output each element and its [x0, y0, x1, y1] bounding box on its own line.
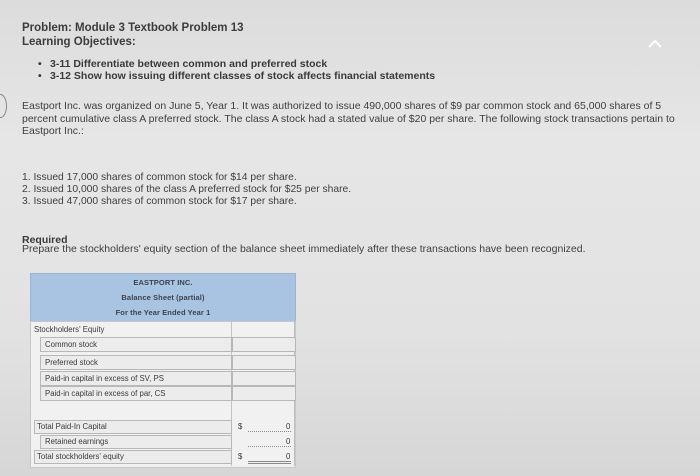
row-label-pic-sv-ps: Paid-in capital in excess of SV, PS	[45, 374, 164, 383]
balance-sheet-header	[30, 273, 296, 322]
objective-text: 3-12 Show how issuing different classes of stock affects financial statements	[50, 70, 436, 82]
transaction-item: 3. Issued 47,000 shares of common stock for $17 per share.	[22, 196, 297, 207]
objective-item	[38, 70, 435, 82]
currency-symbol: $	[238, 422, 243, 431]
total-paid-in-capital-field	[248, 420, 291, 432]
retained-earnings-value: 0	[286, 437, 291, 446]
total-stockholders-equity-field	[248, 450, 291, 464]
total-paid-in-capital-value: 0	[286, 422, 291, 431]
total-stockholders-equity-label: Total stockholders' equity	[37, 452, 124, 461]
bullet-icon: •	[38, 70, 42, 82]
retained-earnings-label: Retained earnings	[45, 437, 109, 446]
transaction-item: 2. Issued 10,000 shares of the class A preferred stock for $25 per share.	[22, 184, 352, 195]
total-paid-in-capital-label: Total Paid-In Capital	[37, 422, 107, 431]
problem-title: Problem: Module 3 Textbook Problem 13	[22, 22, 244, 34]
row-label-common-stock: Common stock	[45, 340, 97, 349]
bullet-icon: •	[38, 58, 42, 70]
required-heading: Required	[22, 234, 68, 246]
learning-objectives-heading: Learning Objectives:	[22, 36, 136, 48]
amount-input[interactable]	[232, 371, 296, 386]
company-name: EASTPORT INC.	[133, 278, 193, 287]
row-label-pic-par-cs: Paid-in capital in excess of par, CS	[45, 389, 166, 398]
statement-period: For the Year Ended Year 1	[115, 308, 211, 317]
currency-symbol: $	[238, 452, 243, 461]
amount-input[interactable]	[232, 386, 296, 401]
objective-item	[38, 58, 327, 70]
page-edge-bracket	[0, 94, 7, 118]
chevron-up-icon[interactable]	[648, 40, 662, 48]
statement-name: Balance Sheet (partial)	[121, 293, 205, 302]
required-instructions: Prepare the stockholders' equity section of the balance sheet immediately after these transactions have been recognized.	[22, 243, 586, 255]
amount-input[interactable]	[232, 337, 296, 352]
objective-text: 3-11 Differentiate between common and preferred stock	[50, 58, 328, 70]
amount-input[interactable]	[232, 355, 296, 370]
transaction-item: 1. Issued 17,000 shares of common stock for $14 per share.	[22, 172, 297, 183]
retained-earnings-field[interactable]	[248, 435, 291, 447]
row-label-preferred-stock: Preferred stock	[45, 358, 98, 367]
total-stockholders-equity-value: 0	[286, 452, 291, 461]
section-label: Stockholders' Equity	[34, 325, 105, 334]
problem-description: Eastport Inc. was organized on June 5, Year 1. It was authorized to issue 490,000 shares of $9 par common stock and 65,000 shares of 5 percent cumulative class A preferred stock. The class A stock had a stated value of $20 per share. The following stock transactions pertain to Eastport Inc.:	[22, 100, 675, 137]
